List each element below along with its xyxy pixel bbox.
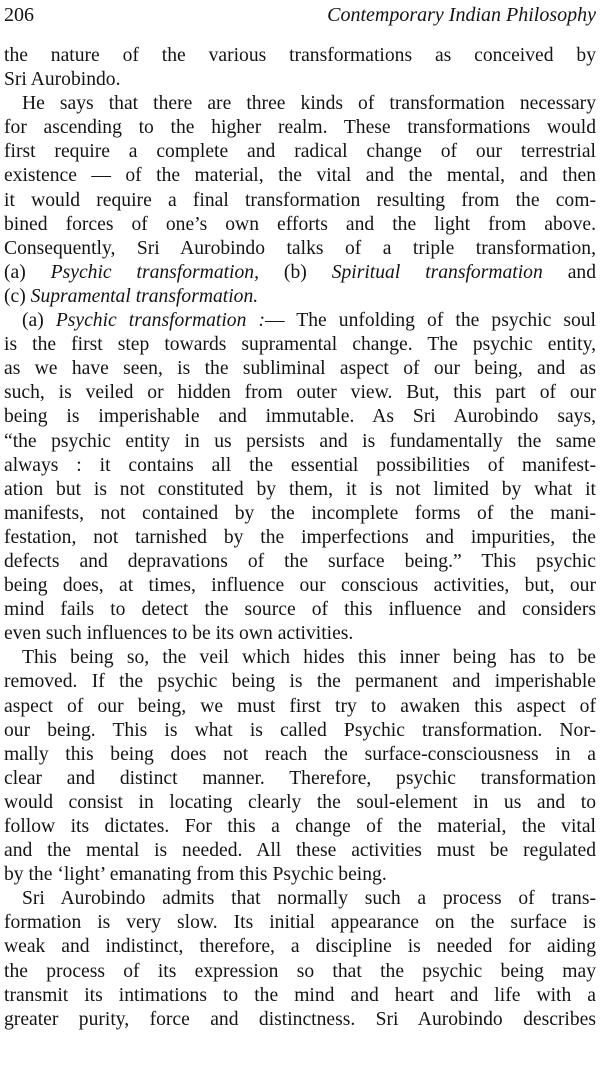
text-line: being does, at times, influence our conscious activities, but, our bbox=[4, 575, 596, 597]
page-number: 206 bbox=[4, 4, 34, 26]
text-line: always : it contains all the essential possibilities of manifest- bbox=[4, 454, 596, 476]
text-line: as we have seen, is the subliminal aspect of our being, and as bbox=[4, 358, 596, 380]
text-line: and the mental is needed. All these activities must be regulated bbox=[4, 840, 596, 862]
text-line: He says that there are three kinds of transformation necessary bbox=[22, 93, 596, 115]
page-header bbox=[4, 0, 596, 30]
text-line: greater purity, force and distinctness. Sri Aurobindo describes bbox=[4, 1008, 596, 1030]
text-line: is the first step towards supramental change. The psychic entity, bbox=[4, 334, 596, 356]
text-line: our being. This is what is called Psychic transformation. Nor- bbox=[4, 719, 596, 741]
text-line: aspect of our being, we must first try to awaken this aspect of bbox=[4, 695, 596, 717]
italic-term: Psychic transformation, bbox=[50, 261, 259, 283]
italic-term: Supramental transformation. bbox=[30, 285, 259, 307]
text-line: This being so, the veil which hides this inner being has to be bbox=[22, 647, 596, 669]
text-line: removed. If the psychic being is the permanent and imperishable bbox=[4, 671, 596, 693]
text-run: and bbox=[542, 261, 596, 283]
running-head: Contemporary Indian Philosophy bbox=[327, 4, 596, 26]
text-line: the process of its expression so that the psychic being may bbox=[4, 960, 596, 982]
text-line: even such influences to be its own activities. bbox=[4, 623, 354, 645]
text-run: (b) bbox=[259, 261, 332, 283]
body-text bbox=[4, 44, 596, 1032]
text-line: ation but is not constituted by them, it is not limited by what it bbox=[4, 478, 596, 500]
text-line: follow its dictates. For this a change of the material, the vital bbox=[4, 816, 596, 837]
text-line bbox=[4, 261, 596, 285]
text-line: manifests, not contained by the incomplete forms of the mani- bbox=[4, 502, 596, 524]
text-line: by the ‘light’ emanating from this Psychic being. bbox=[4, 864, 387, 886]
text-line: clear and distinct manner. Therefore, psychic transformation bbox=[4, 767, 596, 789]
text-line: the nature of the various transformations as conceived by bbox=[4, 45, 596, 66]
text-line: being is imperishable and immutable. As Sri Aurobindo says, bbox=[4, 406, 596, 428]
text-line: transmit its intimations to the mind and heart and life with a bbox=[4, 984, 596, 1006]
text-line: it would require a final transformation resulting from the com- bbox=[4, 189, 596, 211]
text-line: existence — of the material, the vital and the mental, and then bbox=[4, 165, 596, 187]
text-line: Sri Aurobindo admits that normally such a process of trans- bbox=[22, 888, 596, 910]
text-run: (a) bbox=[4, 261, 51, 283]
text-line: Sri Aurobindo. bbox=[4, 69, 121, 91]
text-line: would consist in locating clearly the soul-element in us and to bbox=[4, 791, 596, 813]
italic-term: Psychic transformation : bbox=[55, 310, 265, 332]
text-line: for ascending to the higher realm. These transformations would bbox=[4, 117, 596, 139]
text-line: Consequently, Sri Aurobindo talks of a triple transformation, bbox=[4, 237, 596, 259]
text-line: mind fails to detect the source of this influence and considers bbox=[4, 599, 596, 621]
text-run: (a) bbox=[22, 310, 56, 332]
text-line: “the psychic entity in us persists and is fundamentally the same bbox=[4, 430, 596, 452]
text-line: bined forces of one’s own efforts and the light from above. bbox=[4, 213, 596, 235]
text-line: first require a complete and radical change of our terrestrial bbox=[4, 141, 596, 163]
text-line: weak and indistinct, therefore, a discipline is needed for aiding bbox=[4, 936, 596, 958]
text-line: such, is veiled or hidden from outer view. But, this part of our bbox=[4, 382, 596, 404]
text-run: — The unfolding of the psychic soul bbox=[264, 310, 596, 332]
text-line: mally this being does not reach the surface-consciousness in a bbox=[4, 743, 596, 765]
text-run: (c) bbox=[4, 285, 31, 307]
text-line bbox=[4, 285, 596, 309]
text-line: defects and depravations of the surface being.” This psychic bbox=[4, 550, 596, 572]
text-line: formation is very slow. Its initial appearance on the surface is bbox=[4, 912, 596, 934]
text-line bbox=[4, 309, 596, 333]
italic-term: Spiritual transformation bbox=[331, 261, 543, 283]
text-line: festation, not tarnished by the imperfections and impurities, the bbox=[4, 526, 596, 548]
